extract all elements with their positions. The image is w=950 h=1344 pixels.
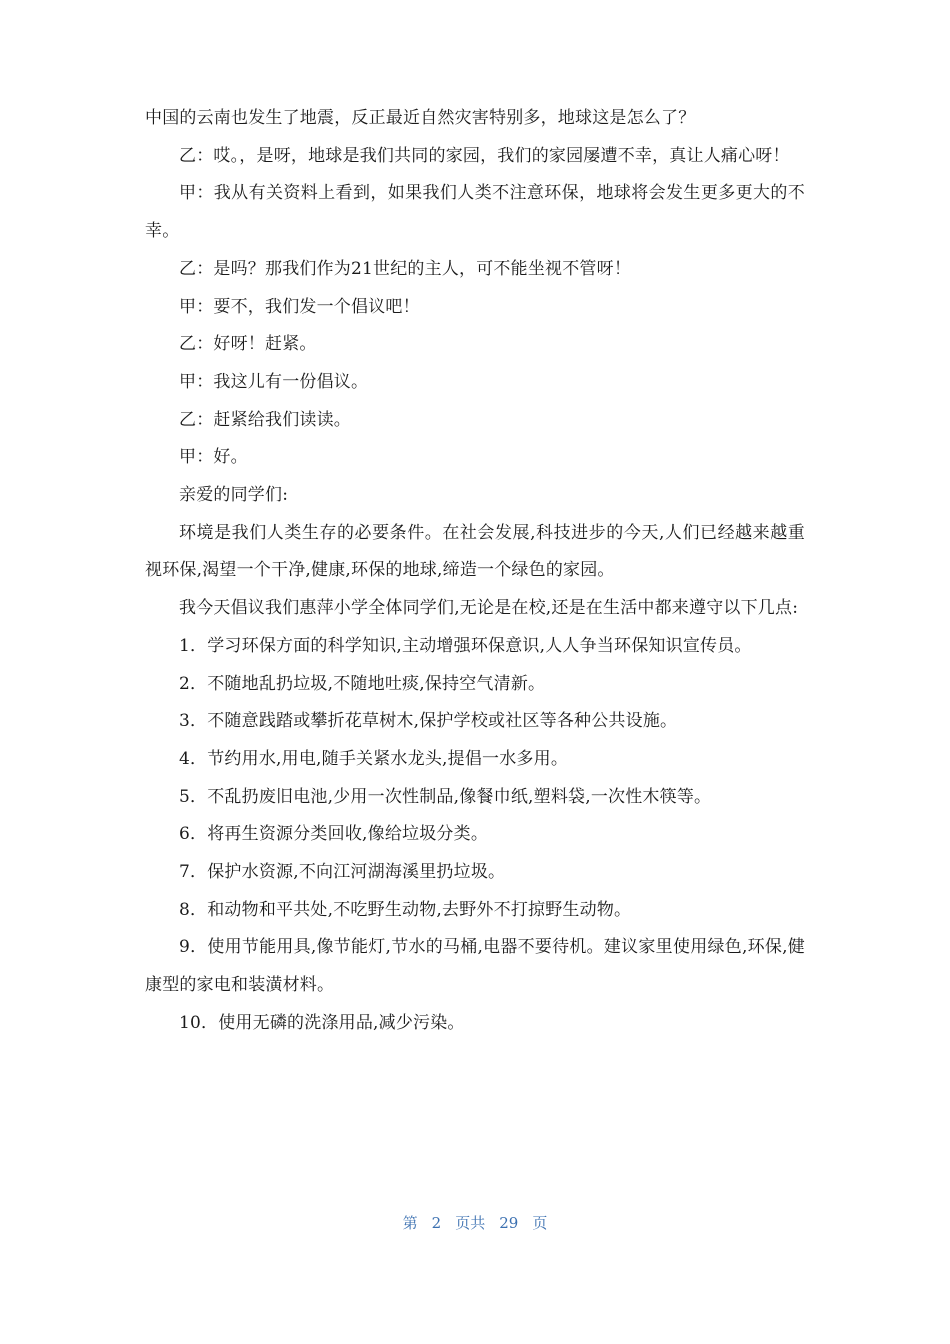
paragraph: 9．使用节能用具,像节能灯,节水的马桶,电器不要待机。建议家里使用绿色,环保,健康型的家电和装潢材料。 xyxy=(145,937,805,996)
paragraph: 中国的云南也发生了地震，反正最近自然灾害特别多，地球这是怎么了？ xyxy=(145,108,696,128)
paragraph: 3．不随意践踏或攀折花草树木,保护学校或社区等各种公共设施。 xyxy=(179,711,678,732)
paragraph: 1．学习环保方面的科学知识,主动增强环保意识,人人争当环保知识宣传员。 xyxy=(179,635,752,656)
paragraph: 8．和动物和平共处,不吃野生动物,去野外不打掠野生动物。 xyxy=(179,899,632,920)
paragraph: 乙：是吗？那我们作为21世纪的主人，可不能坐视不管呀！ xyxy=(179,258,632,279)
footer-suffix: 页 xyxy=(532,1214,548,1232)
paragraph: 2．不随地乱扔垃圾,不随地吐痰,保持空气清新。 xyxy=(179,673,546,694)
paragraph: 我今天倡议我们惠萍小学全体同学们,无论是在校,还是在生活中都来遵守以下几点: xyxy=(179,598,799,619)
footer-current-page: 2 xyxy=(431,1214,442,1232)
footer-middle: 页共 xyxy=(455,1214,486,1232)
page-footer xyxy=(0,1212,950,1233)
footer-total-pages: 29 xyxy=(499,1214,519,1232)
paragraph: 4．节约用水,用电,随手关紧水龙头,提倡一水多用。 xyxy=(179,748,569,769)
document-body xyxy=(145,100,805,1043)
paragraph: 甲：要不，我们发一个倡议吧！ xyxy=(179,296,420,317)
paragraph: 5．不乱扔废旧电池,少用一次性制品,像餐巾纸,塑料袋,一次性木筷等。 xyxy=(179,786,712,807)
paragraph: 乙：好呀！赶紧。 xyxy=(179,334,317,355)
footer-prefix: 第 xyxy=(402,1214,418,1232)
paragraph: 7．保护水资源,不向江河湖海溪里扔垃圾。 xyxy=(179,862,506,883)
paragraph: 甲：我从有关资料上看到，如果我们人类不注意环保，地球将会发生更多更大的不幸。 xyxy=(145,183,805,242)
paragraph: 甲：我这儿有一份倡议。 xyxy=(179,371,369,392)
paragraph: 环境是我们人类生存的必要条件。在社会发展,科技进步的今天,人们已经越来越重视环保,渴望一个干净,健康,环保的地球,缔造一个绿色的家园。 xyxy=(145,522,805,581)
paragraph: 甲：好。 xyxy=(179,447,248,468)
paragraph: 乙：赶紧给我们读读。 xyxy=(179,409,351,430)
paragraph: 6．将再生资源分类回收,像给垃圾分类。 xyxy=(179,824,489,845)
paragraph: 亲爱的同学们: xyxy=(179,485,289,506)
paragraph: 乙：哎。，是呀，地球是我们共同的家园，我们的家园屡遭不幸，真让人痛心呀！ xyxy=(179,145,790,166)
paragraph: 10．使用无磷的洗涤用品,减少污染。 xyxy=(179,1012,465,1033)
